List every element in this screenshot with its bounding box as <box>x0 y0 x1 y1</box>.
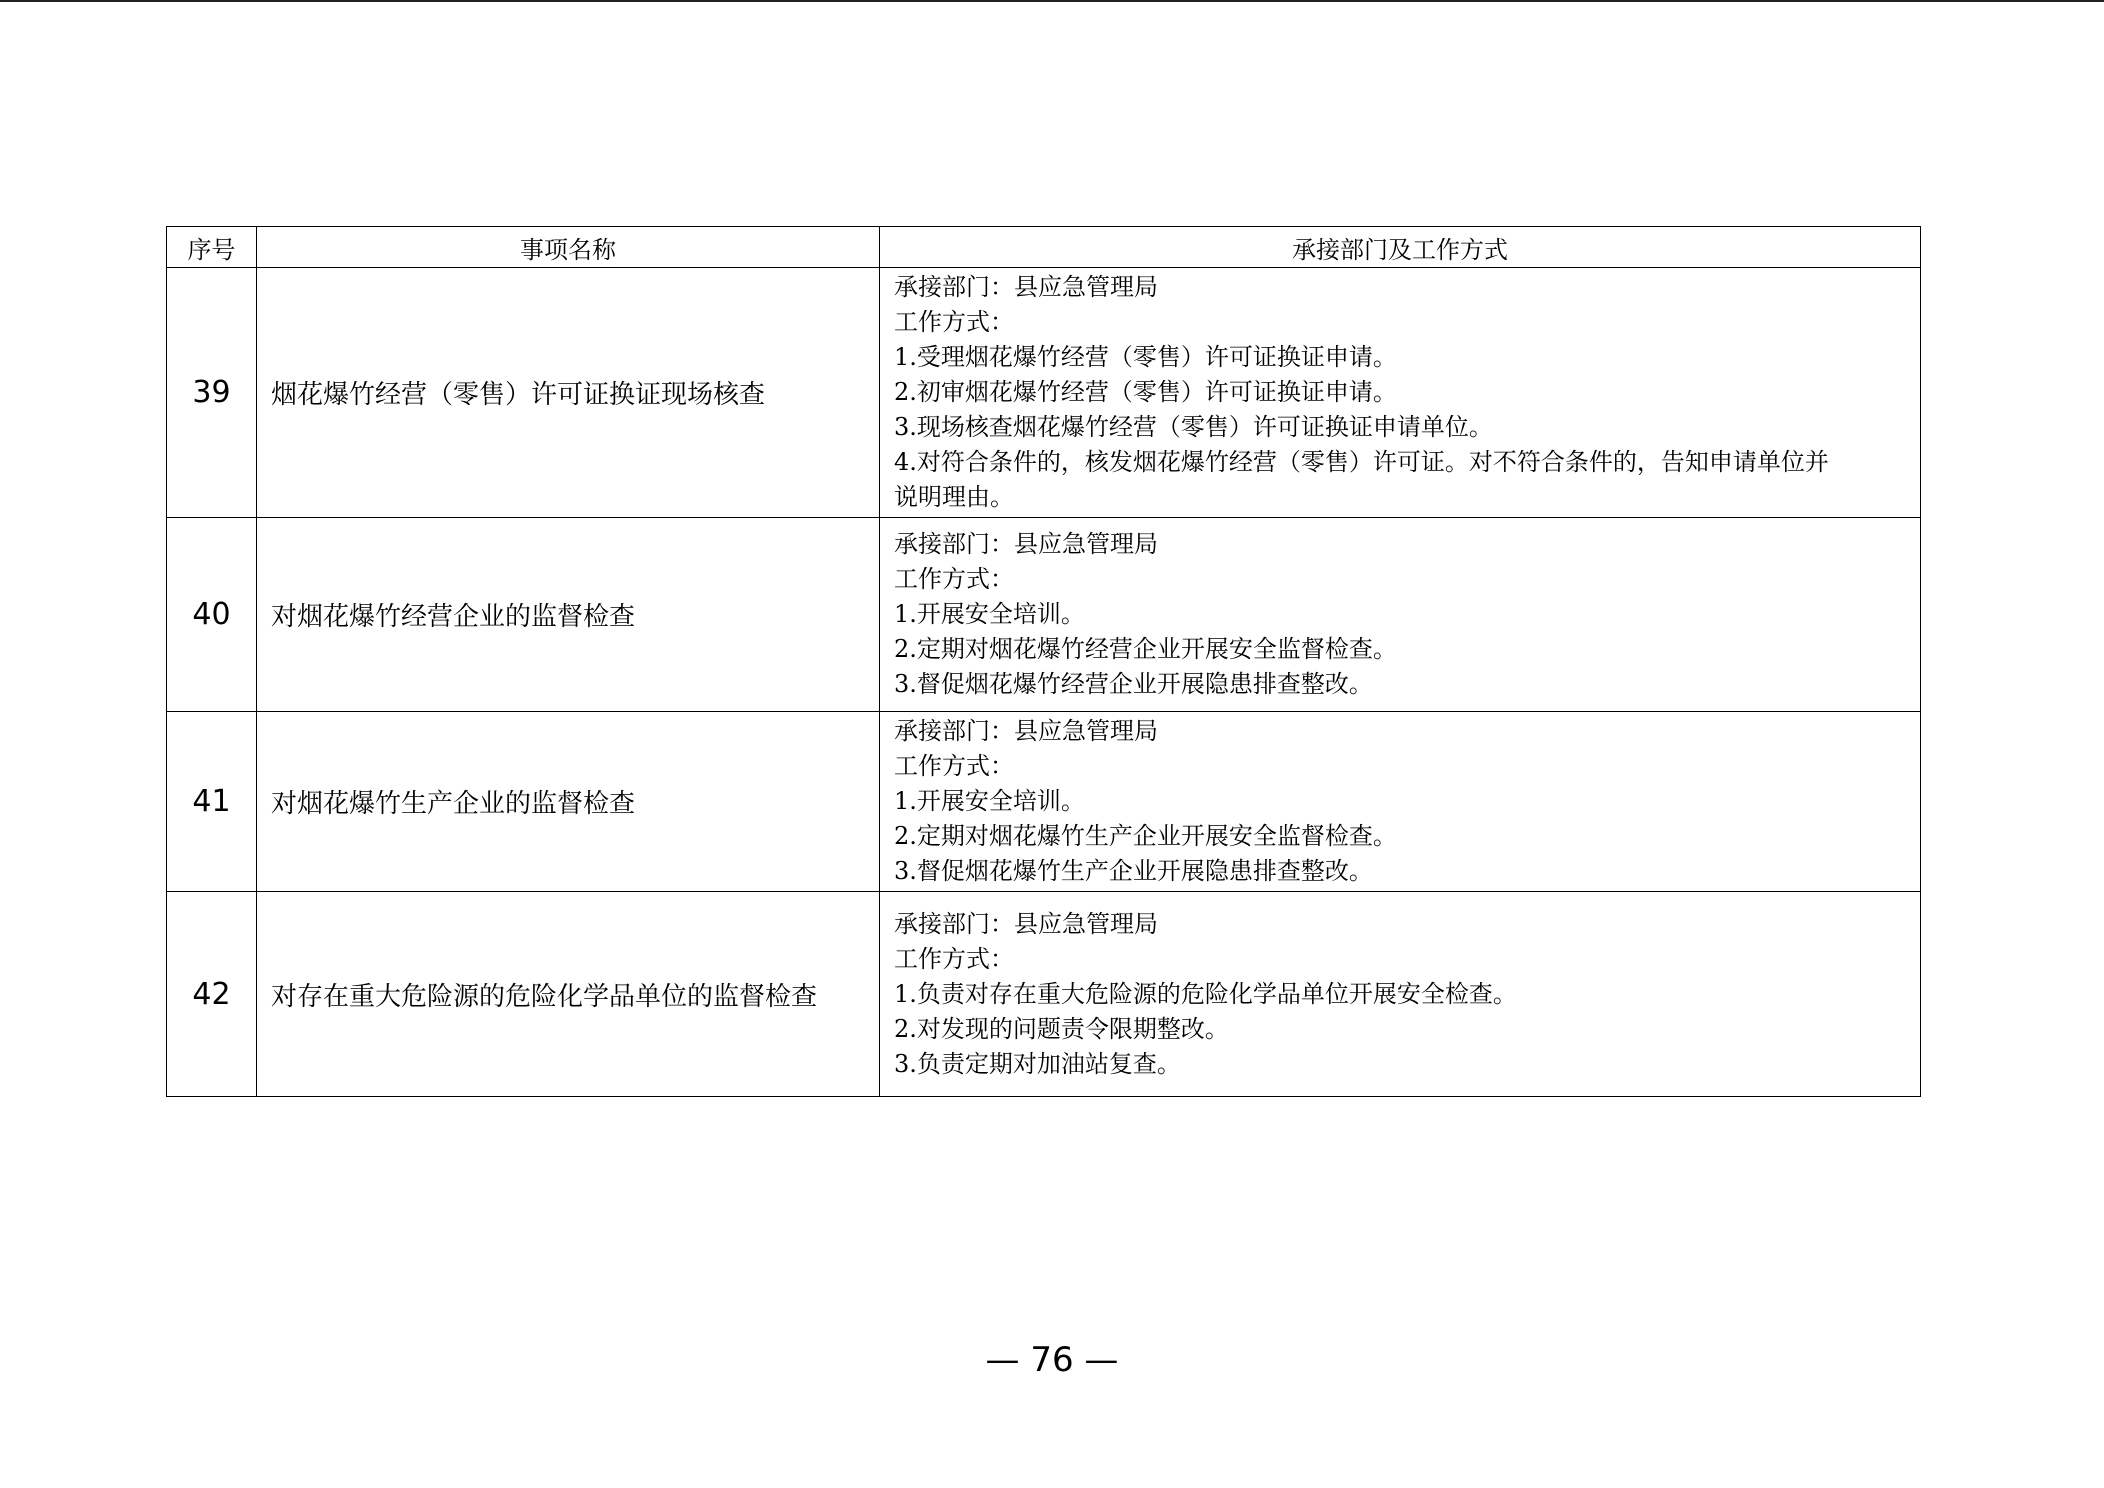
work-line: 承接部门：县应急管理局 <box>894 273 1158 301</box>
work-line: 3.现场核查烟花爆竹经营（零售）许可证换证申请单位。 <box>894 413 1493 441</box>
work-line: 工作方式： <box>894 944 1014 973</box>
work-line: 承接部门：县应急管理局 <box>894 717 1158 745</box>
row-index: 39 <box>167 268 257 518</box>
work-line: 1.负责对存在重大危险源的危险化学品单位开展安全检查。 <box>894 979 1517 1008</box>
page-number: — 76 — <box>985 1340 1119 1380</box>
top-border-line <box>0 0 2104 2</box>
header-department-method: 承接部门及工作方式 <box>880 227 1921 268</box>
work-line: 2.对发现的问题责令限期整改。 <box>894 1014 1229 1043</box>
row-work-method <box>880 518 1921 712</box>
row-index: 42 <box>167 892 257 1097</box>
row-index: 41 <box>167 712 257 892</box>
work-line: 工作方式： <box>894 752 1014 780</box>
work-line: 1.开展安全培训。 <box>894 787 1085 815</box>
items-table <box>166 226 1921 1097</box>
header-item-name: 事项名称 <box>257 227 880 268</box>
row-item-name: 对存在重大危险源的危险化学品单位的监督检查 <box>257 892 880 1097</box>
row-item-name: 烟花爆竹经营（零售）许可证换证现场核查 <box>257 268 880 518</box>
work-line: 3.负责定期对加油站复查。 <box>894 1049 1181 1078</box>
row-work-method <box>880 712 1921 892</box>
row-item-name: 对烟花爆竹经营企业的监督检查 <box>257 518 880 712</box>
row-index: 40 <box>167 518 257 712</box>
work-line: 3.督促烟花爆竹生产企业开展隐患排查整改。 <box>894 857 1373 885</box>
work-line: 2.定期对烟花爆竹生产企业开展安全监督检查。 <box>894 822 1397 850</box>
work-line: 说明理由。 <box>894 483 1014 511</box>
table-header-row <box>167 227 1921 268</box>
work-line: 承接部门：县应急管理局 <box>894 909 1158 938</box>
table-row <box>167 268 1921 518</box>
work-line: 2.定期对烟花爆竹经营企业开展安全监督检查。 <box>894 635 1397 663</box>
table-row <box>167 892 1921 1097</box>
work-line: 工作方式： <box>894 308 1014 336</box>
work-line: 1.受理烟花爆竹经营（零售）许可证换证申请。 <box>894 343 1397 371</box>
table-row <box>167 518 1921 712</box>
work-line: 工作方式： <box>894 565 1014 593</box>
table-row <box>167 712 1921 892</box>
row-work-method <box>880 268 1921 518</box>
work-line: 承接部门：县应急管理局 <box>894 530 1158 558</box>
row-item-name: 对烟花爆竹生产企业的监督检查 <box>257 712 880 892</box>
header-index: 序号 <box>167 227 257 268</box>
work-line: 1.开展安全培训。 <box>894 600 1085 628</box>
row-work-method <box>880 892 1921 1097</box>
work-line: 2.初审烟花爆竹经营（零售）许可证换证申请。 <box>894 378 1397 406</box>
work-line: 3.督促烟花爆竹经营企业开展隐患排查整改。 <box>894 670 1373 698</box>
work-line: 4.对符合条件的，核发烟花爆竹经营（零售）许可证。对不符合条件的，告知申请单位并 <box>894 448 1829 476</box>
